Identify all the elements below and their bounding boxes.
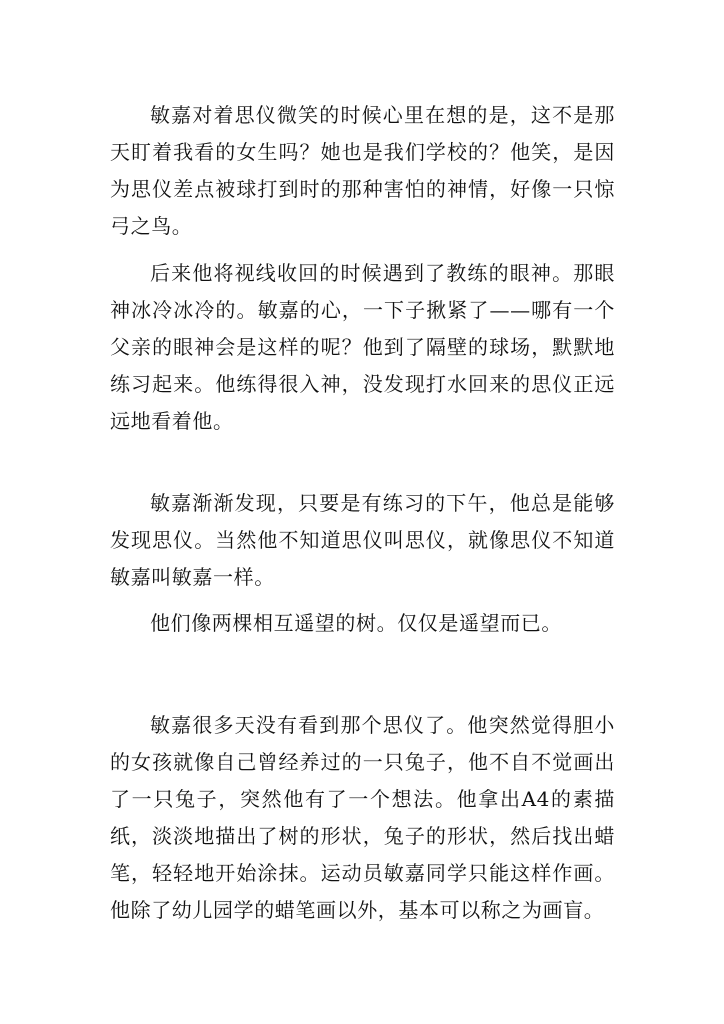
paragraph-4: 他们像两棵相互遥望的树。仅仅是遥望而已。	[150, 611, 562, 635]
paragraph-5: 敏嘉很多天没有看到那个思仪了。他突然觉得胆小的女孩就像自己曾经养过的一只兔子，他不自不觉画出了一只兔子，突然他有了一个想法。他拿出A4的素描纸，淡淡地描出了树的形状，兔子的形状，然后找出蜡笔，轻轻地开始涂抹。运动员敏嘉同学只能这样作画。他除了幼儿园学的蜡笔画以外，基本可以称之为画盲。	[110, 713, 615, 922]
paragraph-1: 敏嘉对着思仪微笑的时候心里在想的是，这不是那天盯着我看的女生吗？她也是我们学校的？他笑，是因为思仪差点被球打到时的那种害怕的神情，好像一只惊弓之鸟。	[110, 103, 615, 238]
paragraph-2: 后来他将视线收回的时候遇到了教练的眼神。那眼神冰冷冰冷的。敏嘉的心，一下子揪紧了——哪有一个父亲的眼神会是这样的呢？他到了隔壁的球场，默默地练习起来。他练得很入神，没发现打水回来的思仪正远远地看着他。	[110, 261, 615, 433]
paragraph-3: 敏嘉渐渐发现，只要是有练习的下午，他总是能够发现思仪。当然他不知道思仪叫思仪，就像思仪不知道敏嘉叫敏嘉一样。	[110, 491, 615, 589]
